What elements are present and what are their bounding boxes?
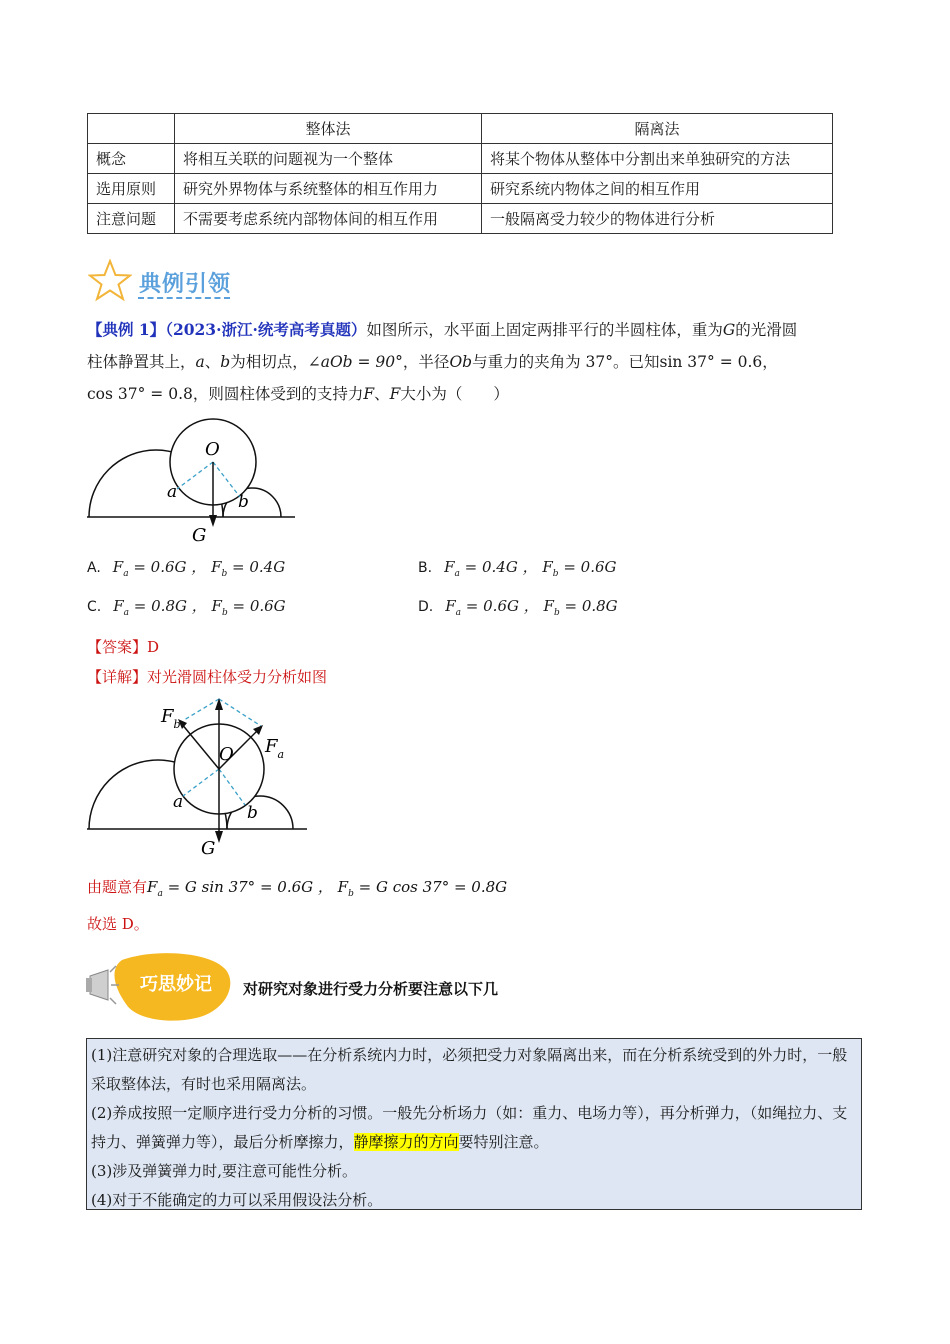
- table-cell: 一般隔离受力较少的物体进行分析: [482, 204, 833, 234]
- fig2-label-a: a: [173, 792, 184, 812]
- tip-badge-label: 巧思妙记: [140, 974, 212, 995]
- star-icon: [88, 259, 132, 303]
- table-header-cell: 隔离法: [482, 114, 833, 144]
- comparison-table: [87, 113, 833, 234]
- option-b[interactable]: B. $F_a = 0.4G$ ， $F_b = 0.6G$: [418, 558, 617, 579]
- option-c[interactable]: C. $F_a = 0.8G$ ， $F_b = 0.6G$: [87, 597, 286, 618]
- table-cell: 选用原则: [88, 174, 175, 204]
- tip-heading: 对研究对象进行受力分析要注意以下几: [243, 980, 499, 998]
- option-d[interactable]: D. $F_a = 0.6G$ ， $F_b = 0.8G$: [418, 597, 618, 618]
- note-1: (1)注意研究对象的合理选取——在分析系统内力时，必须把受力对象隔离出来，而在分析系统受到的外力时，一般采取整体法，有时也采用隔离法。: [91, 1046, 848, 1093]
- fig2-label-Fa: $F_a$: [265, 736, 285, 761]
- fig1-label-a: a: [167, 482, 178, 502]
- table-cell: 研究外界物体与系统整体的相互作用力: [175, 174, 482, 204]
- figure-cylinders: [85, 415, 300, 547]
- table-cell: 将相互关联的问题视为一个整体: [175, 144, 482, 174]
- note-2: (2)养成按照一定顺序进行受力分析的习惯。一般先分析场力（如：重力、电场力等），再分析弹力，（如绳拉力、支持力、弹簧弹力等），最后分析摩擦力，静摩擦力的方向要特别注意。: [91, 1104, 848, 1151]
- section-title: 典例引领: [139, 272, 232, 297]
- fig1-label-O: O: [205, 439, 220, 460]
- highlight: 静摩擦力的方向: [353, 1133, 459, 1151]
- note-4: (4)对于不能确定的力可以采用假设法分析。: [91, 1191, 383, 1209]
- fig2-label-G: G: [201, 838, 216, 859]
- section-underline: [138, 297, 230, 299]
- example-question: 【典例 1】（2023·浙江·统考高考真题）如图所示，水平面上固定两排平行的半圆柱体，重为G的光滑圆 柱体静置其上，a、b为相切点，∠aOb = 90°，半径Ob与重力的夹角为 37°。已知sin 37° = 0.6， cos 37° = 0.8，则圆柱体受到的支持力F、F大小为（ ）: [87, 320, 798, 403]
- example-source: （2023·浙江·统考高考真题）: [165, 320, 367, 339]
- fig2-label-O: O: [219, 744, 234, 765]
- table-cell: 将某个物体从整体中分割出来单独研究的方法: [482, 144, 833, 174]
- conclusion: 故选 D。: [87, 915, 149, 933]
- table-row: [88, 204, 833, 234]
- table-header-cell: [88, 114, 175, 144]
- table-cell: 研究系统内物体之间的相互作用: [482, 174, 833, 204]
- table-row: [88, 174, 833, 204]
- fig1-label-b: b: [238, 492, 249, 512]
- fig2-label-b: b: [247, 803, 258, 823]
- megaphone-icon: [86, 966, 119, 1004]
- table-cell: 注意问题: [88, 204, 175, 234]
- table-header-row: [88, 114, 833, 144]
- fig1-label-G: G: [192, 525, 207, 546]
- note-3: (3)涉及弹簧弹力时,要注意可能性分析。: [91, 1162, 358, 1180]
- figure-force-analysis: [85, 690, 315, 860]
- detail: 【详解】对光滑圆柱体受力分析如图: [87, 668, 328, 686]
- option-a[interactable]: A. $F_a = 0.6G$ ， $F_b = 0.4G$: [87, 558, 286, 579]
- derivation: 由题意有$F_a = G$ sin 37° = 0.6G ， $F_b = G$ cos 37° = 0.8G: [87, 878, 508, 899]
- table-cell: 不需要考虑系统内部物体间的相互作用: [175, 204, 482, 234]
- notes-box: [86, 1038, 862, 1210]
- table-header-cell: 整体法: [175, 114, 482, 144]
- fig2-label-Fb: $F_b$: [161, 706, 181, 731]
- example-tag: 【典例 1】: [87, 320, 166, 339]
- table-row: [88, 144, 833, 174]
- table-cell: 概念: [88, 144, 175, 174]
- answer: 【答案】D: [87, 638, 160, 656]
